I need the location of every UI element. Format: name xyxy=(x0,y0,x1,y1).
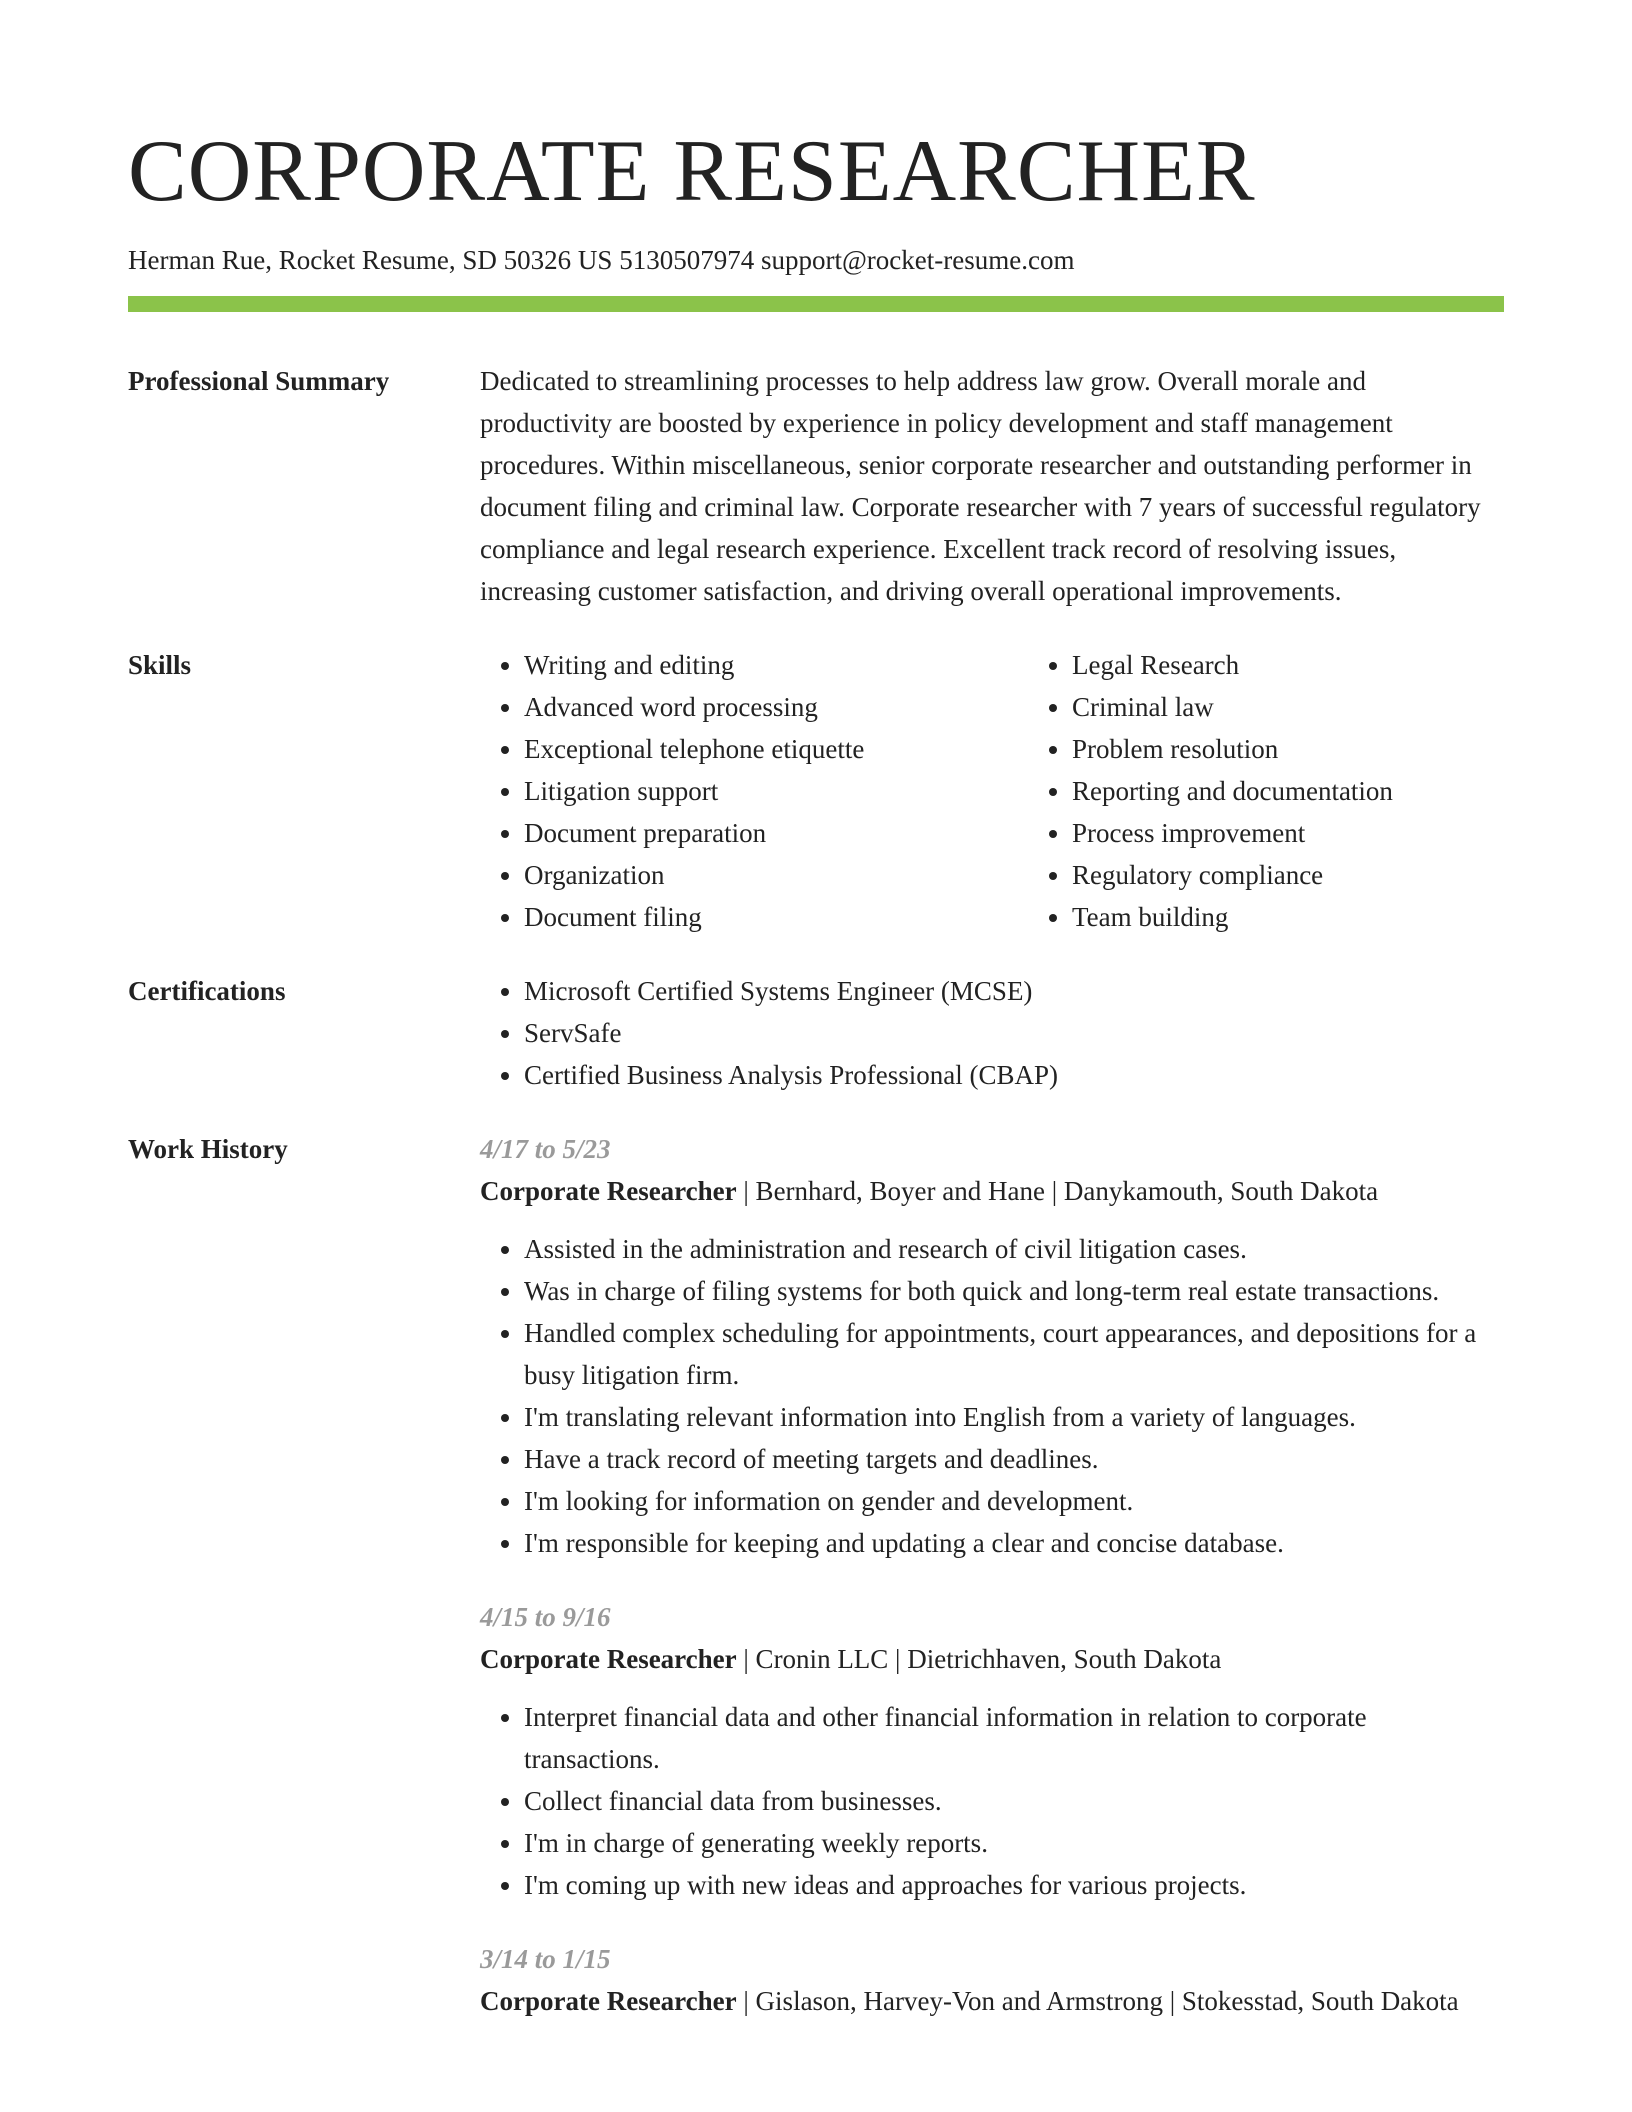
job-bullet: • Interpret financial data and other financial information in relation to corporate transactions. xyxy=(524,1696,1504,1780)
certification-item: • Microsoft Certified Systems Engineer (MCSE) xyxy=(524,970,1504,1012)
summary-section xyxy=(128,360,1504,612)
job-title: Corporate Researcher xyxy=(480,1986,737,2016)
work-history-section xyxy=(128,1128,1504,2054)
job-bullet: • Assisted in the administration and research of civil litigation cases. xyxy=(524,1228,1504,1270)
certifications-list xyxy=(480,970,1504,1096)
skill-item: • Problem resolution xyxy=(1072,728,1576,770)
job-heading xyxy=(480,1170,1504,1212)
skills-list-right xyxy=(1028,644,1576,938)
job-bullet: • Handled complex scheduling for appointments, court appearances, and depositions for a busy litigation firm. xyxy=(524,1312,1504,1396)
job-bullets xyxy=(480,1696,1504,1906)
skill-item: • Advanced word processing xyxy=(524,686,1028,728)
job-details: | Cronin LLC | Dietrichhaven, South Dakota xyxy=(736,1644,1222,1674)
skill-item: • Regulatory compliance xyxy=(1072,854,1576,896)
skill-item: • Organization xyxy=(524,854,1028,896)
certifications-section xyxy=(128,970,1504,1096)
section-label: Professional Summary xyxy=(128,366,390,396)
resume-title: CORPORATE RESEARCHER xyxy=(128,123,1256,220)
skill-item: • Process improvement xyxy=(1072,812,1576,854)
job-dates: 3/14 to 1/15 xyxy=(480,1944,611,1974)
certification-item: • Certified Business Analysis Professional (CBAP) xyxy=(524,1054,1504,1096)
section-label: Certifications xyxy=(128,976,286,1006)
job-dates: 4/17 to 5/23 xyxy=(480,1134,611,1164)
job-heading xyxy=(480,1638,1504,1680)
certification-item: • ServSafe xyxy=(524,1012,1504,1054)
job-title: Corporate Researcher xyxy=(480,1176,737,1206)
summary-text: Dedicated to streamlining processes to help address law grow. Overall morale and productivity are boosted by experience in policy development and staff management procedures. Within miscellaneous, senior corporate researcher and outstanding performer in document filing and criminal law. Corporate researcher with 7 years of successful regulatory compliance and legal research experience. Excellent track record of resolving issues, increasing customer satisfaction, and driving overall operational improvements. xyxy=(480,366,1481,606)
job-bullet: • Collect financial data from businesses. xyxy=(524,1780,1504,1822)
job-bullet: • I'm looking for information on gender and development. xyxy=(524,1480,1504,1522)
skill-item: • Litigation support xyxy=(524,770,1028,812)
contact-line: Herman Rue, Rocket Resume, SD 50326 US 5130507974 support@rocket-resume.com xyxy=(128,245,1075,275)
skill-item: • Criminal law xyxy=(1072,686,1576,728)
skill-item: • Reporting and documentation xyxy=(1072,770,1576,812)
skill-item: • Team building xyxy=(1072,896,1576,938)
job-bullets xyxy=(480,1228,1504,1564)
skill-item: • Exceptional telephone etiquette xyxy=(524,728,1028,770)
skill-item: • Writing and editing xyxy=(524,644,1028,686)
job-details: | Bernhard, Boyer and Hane | Danykamouth, South Dakota xyxy=(736,1176,1379,1206)
skill-item: • Document filing xyxy=(524,896,1028,938)
job-bullet: • I'm in charge of generating weekly reports. xyxy=(524,1822,1504,1864)
job-bullet: • Have a track record of meeting targets and deadlines. xyxy=(524,1438,1504,1480)
job-details: | Gislason, Harvey-Von and Armstrong | Stokesstad, South Dakota xyxy=(736,1986,1459,2016)
job-bullet: • Was in charge of filing systems for both quick and long-term real estate transactions. xyxy=(524,1270,1504,1312)
job-bullet: • I'm translating relevant information into English from a variety of languages. xyxy=(524,1396,1504,1438)
skill-item: • Document preparation xyxy=(524,812,1028,854)
header-divider xyxy=(128,296,1504,312)
section-label: Skills xyxy=(128,650,192,680)
section-label: Work History xyxy=(128,1134,288,1164)
job-dates: 4/15 to 9/16 xyxy=(480,1602,611,1632)
job-entry xyxy=(480,1596,1504,1906)
job-bullet: • I'm coming up with new ideas and approaches for various projects. xyxy=(524,1864,1504,1906)
skills-section xyxy=(128,644,1504,938)
job-bullet: • I'm responsible for keeping and updating a clear and concise database. xyxy=(524,1522,1504,1564)
job-entry xyxy=(480,1128,1504,1564)
skills-list-left xyxy=(480,644,1028,938)
job-title: Corporate Researcher xyxy=(480,1644,737,1674)
job-entry xyxy=(480,1938,1504,2022)
skill-item: • Legal Research xyxy=(1072,644,1576,686)
job-heading xyxy=(480,1980,1504,2022)
